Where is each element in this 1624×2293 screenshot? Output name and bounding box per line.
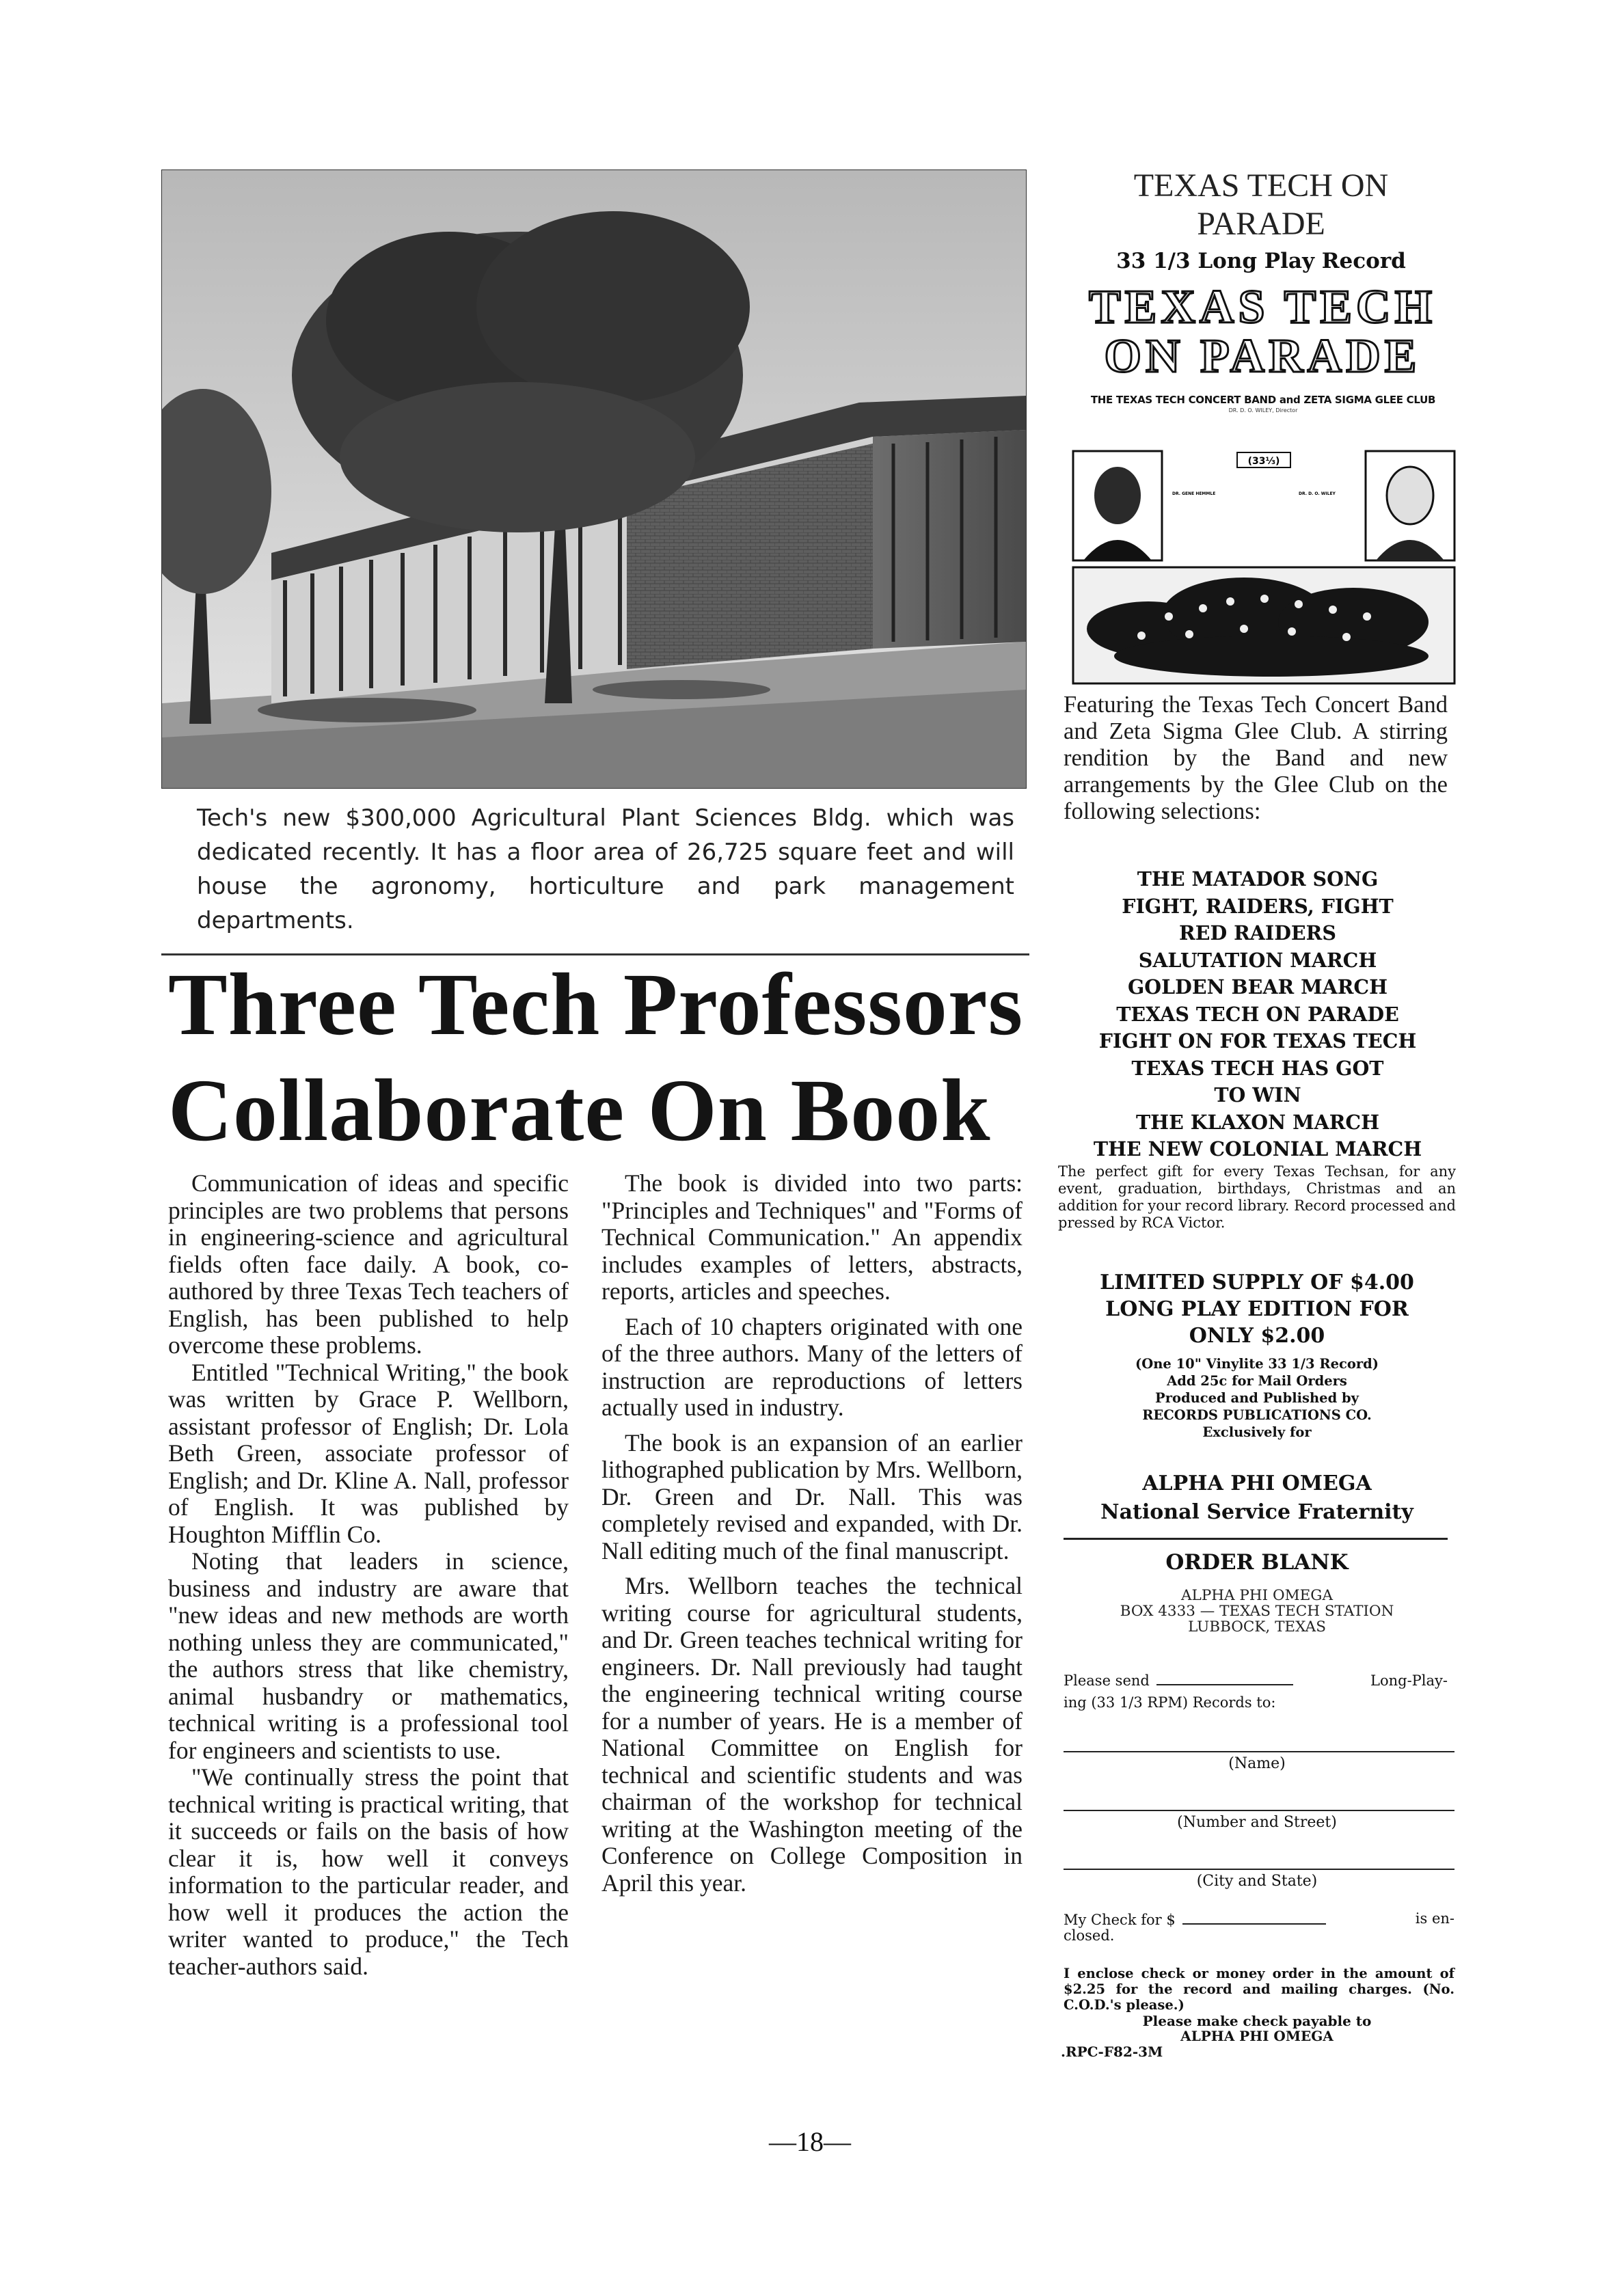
record-cover-art	[1066, 437, 1461, 690]
detail-line: Add 25c for Mail Orders	[1167, 1373, 1347, 1389]
article-column-1	[168, 1170, 569, 1980]
price-offer	[1058, 1269, 1456, 1349]
check-label: My Check for $	[1064, 1912, 1176, 1928]
closed-label: closed.	[1064, 1927, 1115, 1944]
article-paragraph: Communication of ideas and specific principles are two problems that persons in engineering-science and agricultural fields often face daily. A book, co-authored by three Texas Tech teachers of English, has been published to help overcome these problems.	[168, 1169, 569, 1359]
record-details	[1058, 1355, 1456, 1441]
song-title: GOLDEN BEAR MARCH	[1127, 975, 1388, 999]
please-send-label: Please send	[1064, 1672, 1150, 1689]
building-photo	[161, 169, 1027, 789]
offer-line: ONLY $2.00	[1189, 1324, 1325, 1348]
article-paragraph: "We continually stress the point that technical writing is practical writing, that it succeeds or fails on the basis of how clear it is, how well it conveys information to the particular reader, and how well it produces the action the writer wanted to produce," the Tech teacher-authors said.	[168, 1763, 569, 1980]
article-paragraph: Mrs. Wellborn teaches the technical writing course for agricultural students, and Dr. Green teaches technical writing for engineers. Dr. Nall previously had taught the engineering technical writing course for a number of years. He is a member of National Committee on English for technical and scientific students and was chairman of the workshop for technical writing at the Washington meeting of the Conference on College Composition in April this year.	[601, 1572, 1023, 1897]
check-amount-blank[interactable]	[1182, 1911, 1326, 1925]
article-paragraph: Entitled "Technical Writing," the book was written by Grace P. Wellborn, assistant professor of English; Dr. Lola Beth Green, associate professor of English; and Dr. Kline A. Nall, professor of English. It was published by Houghton Mifflin Co.	[168, 1358, 569, 1548]
payable-to	[1058, 2013, 1456, 2044]
song-title: FIGHT, RAIDERS, FIGHT	[1122, 894, 1394, 918]
check-amount-field[interactable]	[1064, 1911, 1454, 1944]
form-code: .RPC-F82-3M	[1061, 2044, 1163, 2060]
detail-line: Exclusively for	[1202, 1424, 1312, 1440]
city-state-field[interactable]	[1064, 1869, 1454, 1870]
article-paragraph: The book is an expansion of an earlier lithographed publication by Mrs. Wellborn, Dr. Green and Dr. Nall. This was completely revised and expanded, with Dr. Nall editing much of the final manuscript.	[601, 1428, 1023, 1564]
song-list	[1056, 866, 1459, 1163]
sponsor	[1058, 1469, 1456, 1527]
song-title: FIGHT ON FOR TEXAS TECH	[1098, 1029, 1417, 1053]
portrait-left-icon	[1094, 467, 1141, 524]
song-title: THE MATADOR SONG	[1137, 867, 1379, 891]
record-credit: THE TEXAS TECH CONCERT BAND and ZETA SIGMA GLEE CLUB	[1090, 394, 1436, 406]
name-field[interactable]	[1064, 1751, 1454, 1752]
detail-line: RECORDS PUBLICATIONS CO.	[1142, 1407, 1372, 1423]
order-blank-heading: ORDER BLANK	[1165, 1550, 1349, 1575]
ad-description: Featuring the Texas Tech Concert Band and Zeta Sigma Glee Club. A stirring rendition by the Band and new arrangements by the Glee Club on the following selections:	[1064, 692, 1448, 824]
song-title: SALUTATION MARCH	[1138, 948, 1377, 972]
long-play-label: Long-Play-	[1370, 1672, 1448, 1689]
right-portrait-caption: DR. D. O. WILEY	[1299, 491, 1336, 496]
left-portrait-caption: DR. GENE HEMMLE	[1172, 491, 1216, 496]
detail-line: (One 10" Vinylite 33 1/3 Record)	[1135, 1356, 1379, 1372]
logo-line-2: ON PARADE	[1104, 330, 1421, 376]
article-paragraph: Each of 10 chapters originated with one of the three authors. Many of the letters of instruction are reproductions of letters actually used in industry.	[601, 1312, 1023, 1421]
street-field-label: (Number and Street)	[1177, 1814, 1337, 1831]
article-column-2	[601, 1170, 1023, 1897]
article-paragraph: Noting that leaders in science, business and industry are aware that "new ideas and new methods are worth nothing unless they are communicated," the authors stress that like chemistry, animal husbandry or mathematics, technical writing is a professional tool for engineers and scientists to use.	[168, 1547, 569, 1764]
song-title: TEXAS TECH ON PARADE	[1116, 1002, 1399, 1026]
detail-line: Produced and Published by	[1155, 1390, 1359, 1406]
address-line: ALPHA PHI OMEGA	[1181, 1587, 1333, 1604]
portrait-right-icon	[1387, 467, 1433, 524]
headline-line-1: Three Tech Professors	[168, 955, 1024, 1054]
payable-line: Please make check payable to	[1142, 2013, 1372, 2029]
name-field-label: (Name)	[1228, 1755, 1286, 1772]
address-line: LUBBOCK, TEXAS	[1188, 1618, 1326, 1636]
city-state-field-label: (City and State)	[1196, 1873, 1318, 1890]
address-line: BOX 4333 — TEXAS TECH STATION	[1120, 1603, 1394, 1620]
street-field[interactable]	[1064, 1810, 1454, 1811]
record-logo	[1066, 280, 1459, 376]
building-photo-image	[162, 170, 1026, 788]
headline-line-2: Collaborate On Book	[168, 1061, 991, 1160]
song-title: THE KLAXON MARCH	[1135, 1110, 1380, 1134]
page-number: —18—	[769, 2126, 851, 2157]
rpm-badge: (33⅓)	[1247, 456, 1280, 467]
song-title: THE NEW COLONIAL MARCH	[1093, 1137, 1422, 1161]
song-title: TEXAS TECH HAS GOT	[1131, 1056, 1384, 1080]
order-divider	[1064, 1538, 1448, 1540]
sponsor-description: National Service Fraternity	[1100, 1500, 1413, 1524]
ad-title: TEXAS TECH ON PARADE	[1133, 167, 1389, 242]
order-address	[1058, 1588, 1456, 1635]
enclose-instructions: I enclose check or money order in the amount of $2.25 for the record and mailing charges. (No. C.O.D.'s please.)	[1064, 1966, 1454, 2013]
gift-text: The perfect gift for every Texas Techsan, for any event, graduation, birthdays, Christmas and an addition for your record library. Record processed and pressed by RCA Victor.	[1058, 1163, 1456, 1231]
offer-line: LIMITED SUPPLY OF $4.00	[1100, 1271, 1414, 1294]
quantity-blank[interactable]	[1156, 1672, 1293, 1685]
payable-line: ALPHA PHI OMEGA	[1180, 2028, 1334, 2044]
ad-subtitle: 33 1/3 Long Play Record	[1116, 249, 1406, 273]
offer-line: LONG PLAY EDITION FOR	[1105, 1297, 1409, 1321]
record-credit-sub: DR. D. O. WILEY, Director	[1228, 407, 1298, 413]
records-to-label: ing (33 1/3 RPM) Records to:	[1064, 1694, 1276, 1711]
song-title: TO WIN	[1214, 1083, 1301, 1107]
article-paragraph: The book is divided into two parts: "Principles and Techniques" and "Forms of Technical Communication." An appendix includes examples of letters, abstracts, reports, articles and speeches.	[601, 1169, 1023, 1305]
sponsor-name: ALPHA PHI OMEGA	[1142, 1471, 1372, 1495]
photo-caption: Tech's new $300,000 Agricultural Plant Sciences Bldg. which was dedicated recently. It has a floor area of 26,725 square feet and will house the agronomy, horticulture and park management departments.	[197, 804, 1014, 934]
song-title: RED RAIDERS	[1179, 921, 1336, 945]
enclosed-label: is en-	[1415, 1910, 1454, 1927]
quantity-field[interactable]	[1064, 1670, 1448, 1713]
logo-line-1: TEXAS TECH	[1088, 281, 1437, 334]
